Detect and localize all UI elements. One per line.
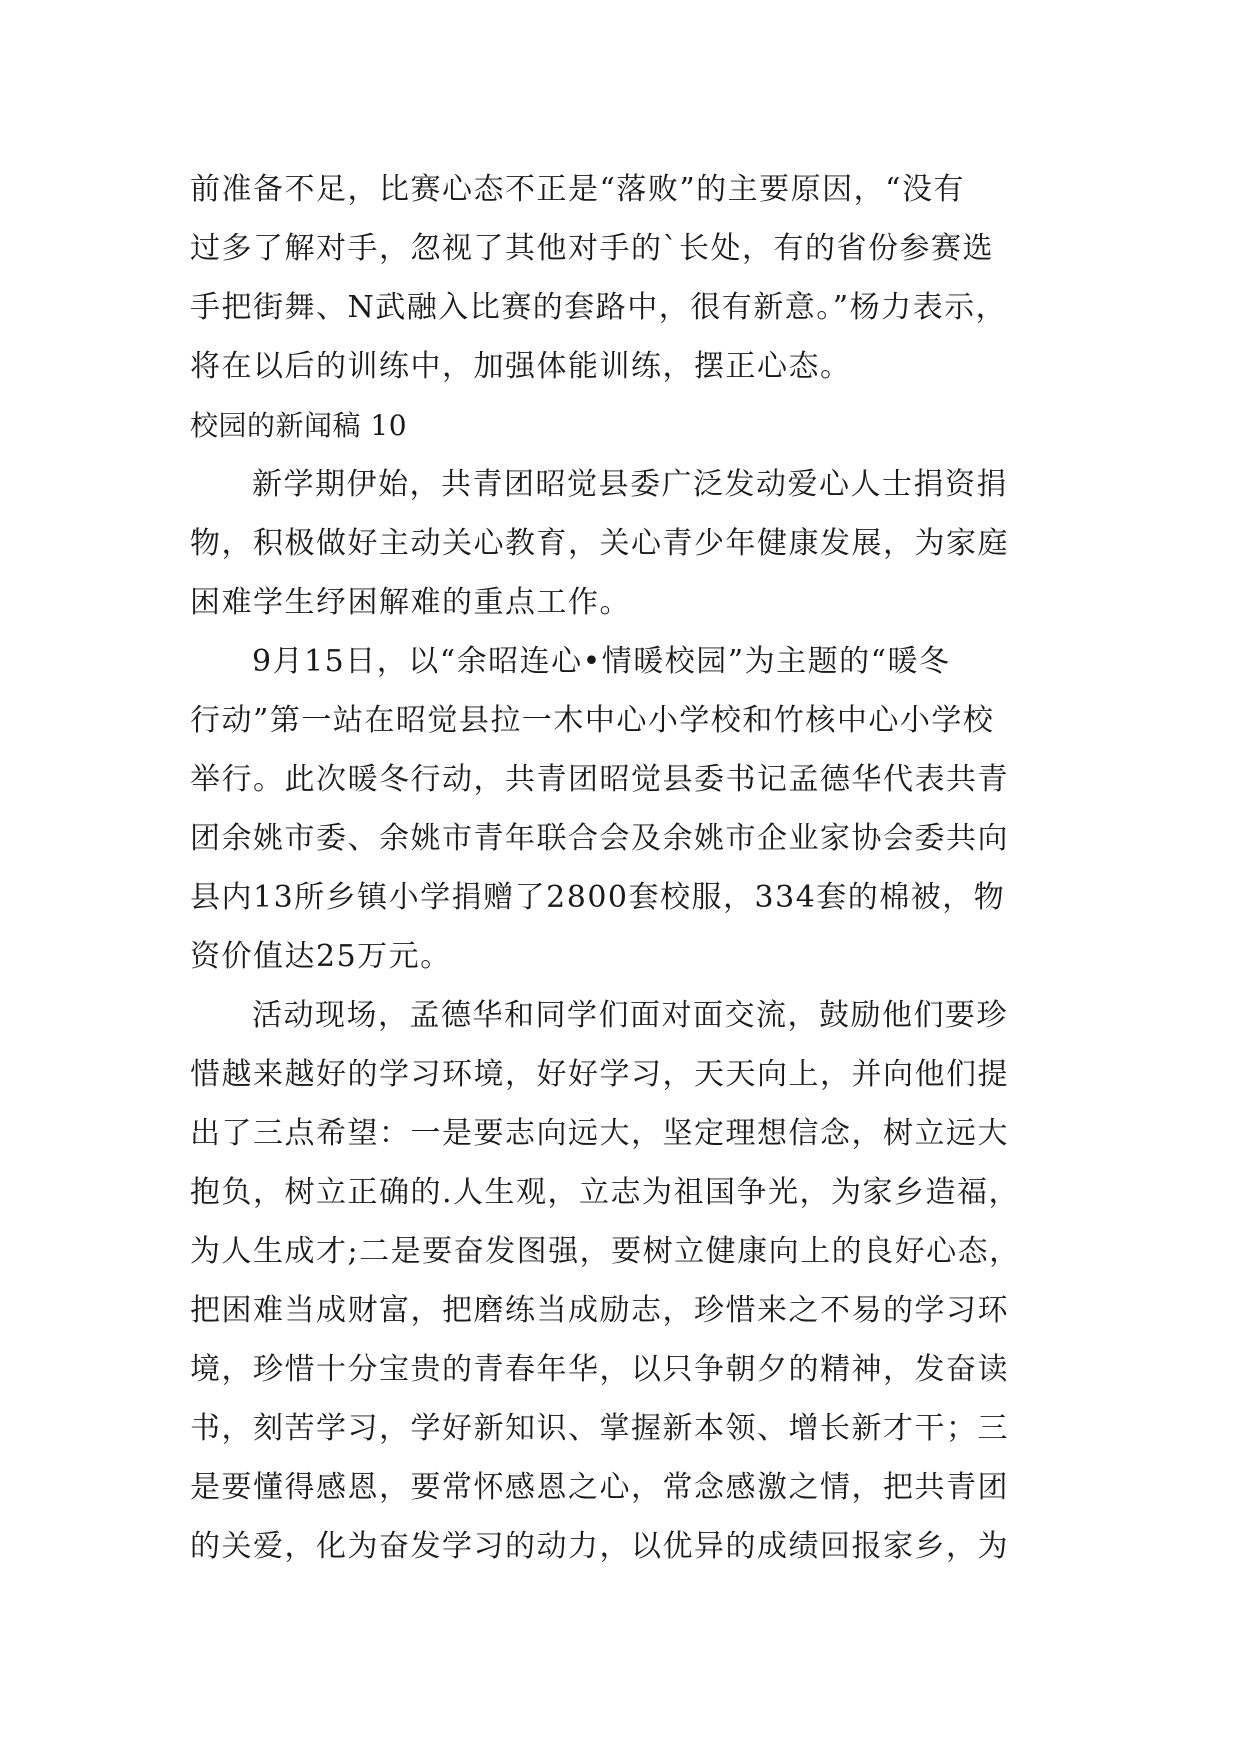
text-line: 团余姚市委、余姚市青年联合会及余姚市企业家协会委共向 [190, 821, 1009, 856]
text-line: 惜越来越好的学习环境，好好学习，天天向上，并向他们提 [190, 1057, 1009, 1092]
section-title: 校园的新闻稿 10 [190, 409, 408, 442]
text-line: 活动现场，孟德华和同学们面对面交流，鼓励他们要珍 [252, 998, 1008, 1033]
paragraph-continued [190, 160, 1070, 396]
text-line: 境，珍惜十分宝贵的青春年华，以只争朝夕的精神，发奋读 [190, 1352, 1009, 1387]
text-line: 书，刻苦学习，学好新知识、掌握新本领、增长新才干；三 [190, 1411, 1009, 1446]
paragraph-3 [190, 986, 1070, 1576]
text-line: 把困难当成财富，把磨练当成励志，珍惜来之不易的学习环 [190, 1293, 1009, 1328]
text-line: 资价值达25万元。 [190, 939, 452, 974]
text-line: 县内13所乡镇小学捐赠了2800套校服，334套的棉被，物 [190, 880, 1006, 915]
text-line: 新学期伊始，共青团昭觉县委广泛发动爱心人士捐资捐 [252, 467, 1008, 502]
text-line: 举行。此次暖冬行动，共青团昭觉县委书记孟德华代表共青 [190, 762, 1009, 797]
text-line: 的关爱，化为奋发学习的动力，以优异的成绩回报家乡，为 [190, 1529, 1009, 1564]
text-line: 物，积极做好主动关心教育，关心青少年健康发展，为家庭 [190, 526, 1009, 561]
paragraph-2 [190, 632, 1070, 986]
text-line: 行动”第一站在昭觉县拉一木中心小学校和竹核中心小学校 [190, 703, 995, 738]
paragraph-1 [190, 455, 1070, 632]
text-line: 将在以后的训练中，加强体能训练，摆正心态。 [190, 349, 852, 384]
text-line: 抱负，树立正确的.人生观，立志为祖国争光，为家乡造福， [190, 1175, 1021, 1210]
text-line: 困难学生纾困解难的重点工作。 [190, 585, 631, 620]
text-line: 手把街舞、N武融入比赛的套路中，很有新意。”杨力表示， [190, 290, 1008, 325]
text-line: 9月15日，以“余昭连心•情暖校园”为主题的“暖冬 [252, 644, 951, 679]
text-line: 为人生成才;二是要奋发图强，要树立健康向上的良好心态， [190, 1234, 1021, 1269]
text-line: 是要懂得感恩，要常怀感恩之心，常念感激之情，把共青团 [190, 1470, 1009, 1505]
text-line: 出了三点希望：一是要志向远大，坚定理想信念，树立远大 [190, 1116, 1009, 1151]
text-line: 前准备不足，比赛心态不正是“落败”的主要原因，“没有 [190, 172, 966, 207]
document-body [190, 160, 1070, 1576]
text-line: 过多了解对手，忽视了其他对手的`长处，有的省份参赛选 [190, 231, 994, 266]
